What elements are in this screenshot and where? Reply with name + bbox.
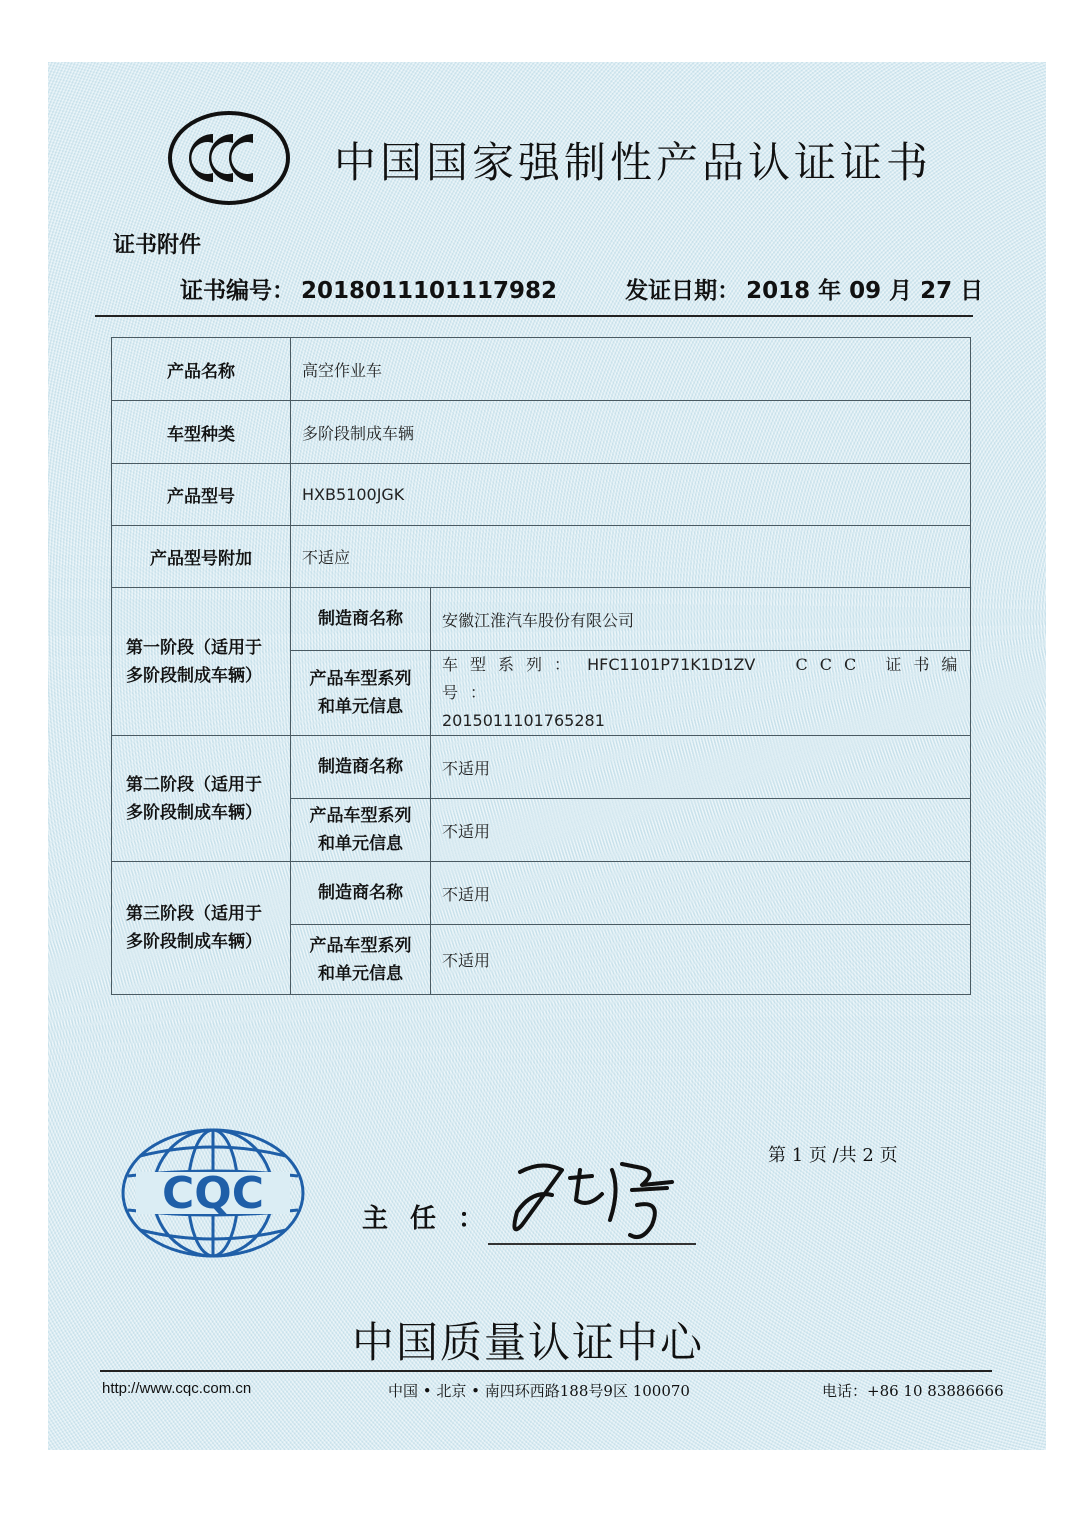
svg-text:CQC: CQC	[162, 1168, 264, 1219]
stage-3-label: 第三阶段（适用于 多阶段制成车辆）	[112, 862, 291, 995]
footer-divider	[100, 1370, 992, 1372]
stage-3-mfr-row	[112, 862, 971, 925]
issue-date: 2018 年 09 月 27 日	[746, 278, 984, 304]
stage-2-series-value: 不适用	[431, 799, 971, 862]
certificate-title: 中国国家强制性产品认证证书	[334, 138, 933, 187]
cert-no: 2018011101117982	[301, 278, 558, 304]
stage-3-series-value: 不适用	[431, 925, 971, 995]
table-row	[112, 338, 971, 401]
director-label: 主任：	[362, 1204, 507, 1234]
stage-1-mfr-label: 制造商名称	[291, 588, 431, 651]
page-info: 第 1 页 /共 2 页	[768, 1145, 898, 1166]
row-value: 不适应	[291, 526, 971, 588]
issue-date-label: 发证日期：	[625, 278, 741, 304]
table-row	[112, 526, 971, 588]
stage-1-series-value: 车型系列： HFC1101P71K1D1ZV CCC 证书编号： 2015011101765281	[431, 651, 971, 736]
row-label: 车型种类	[112, 401, 291, 464]
stage-1-mfr-value: 安徽江淮汽车股份有限公司	[431, 588, 971, 651]
website-link[interactable]: http://www.cqc.com.cn	[102, 1380, 252, 1397]
table-row	[112, 401, 971, 464]
stage-3-series-label: 产品车型系列 和单元信息	[291, 925, 431, 995]
director-signature-icon	[492, 1150, 702, 1250]
row-value: 高空作业车	[291, 338, 971, 401]
stage-3-mfr-value: 不适用	[431, 862, 971, 925]
stage-2-mfr-row	[112, 736, 971, 799]
phone-text: 电话：+86 10 83886666	[822, 1382, 1004, 1400]
header-divider	[95, 315, 973, 317]
stage-1-mfr-row	[112, 588, 971, 651]
stage-1-label: 第一阶段（适用于 多阶段制成车辆）	[112, 588, 291, 736]
signature-line	[488, 1243, 696, 1245]
ccc-mark-icon	[167, 110, 291, 206]
stage-2-series-label: 产品车型系列 和单元信息	[291, 799, 431, 862]
stage-1-series-label: 产品车型系列 和单元信息	[291, 651, 431, 736]
stage-2-mfr-value: 不适用	[431, 736, 971, 799]
cqc-globe-logo-icon	[118, 1126, 308, 1260]
certificate-table	[111, 337, 971, 995]
row-label: 产品型号	[112, 464, 291, 526]
certificate-info-line	[180, 272, 989, 305]
stage-2-label: 第二阶段（适用于 多阶段制成车辆）	[112, 736, 291, 862]
row-label: 产品名称	[112, 338, 291, 401]
stage-3-mfr-label: 制造商名称	[291, 862, 431, 925]
address-text: 中国 • 北京 • 南四环西路188号9区 100070	[388, 1382, 690, 1400]
certificate-subtitle: 证书附件	[113, 232, 202, 258]
cert-no-label: 证书编号：	[180, 278, 295, 304]
row-label: 产品型号附加	[112, 526, 291, 588]
row-value: HXB5100JGK	[291, 464, 971, 526]
stage-2-mfr-label: 制造商名称	[291, 736, 431, 799]
table-row	[112, 464, 971, 526]
row-value: 多阶段制成车辆	[291, 401, 971, 464]
issuing-center-name: 中国质量认证中心	[352, 1318, 705, 1367]
